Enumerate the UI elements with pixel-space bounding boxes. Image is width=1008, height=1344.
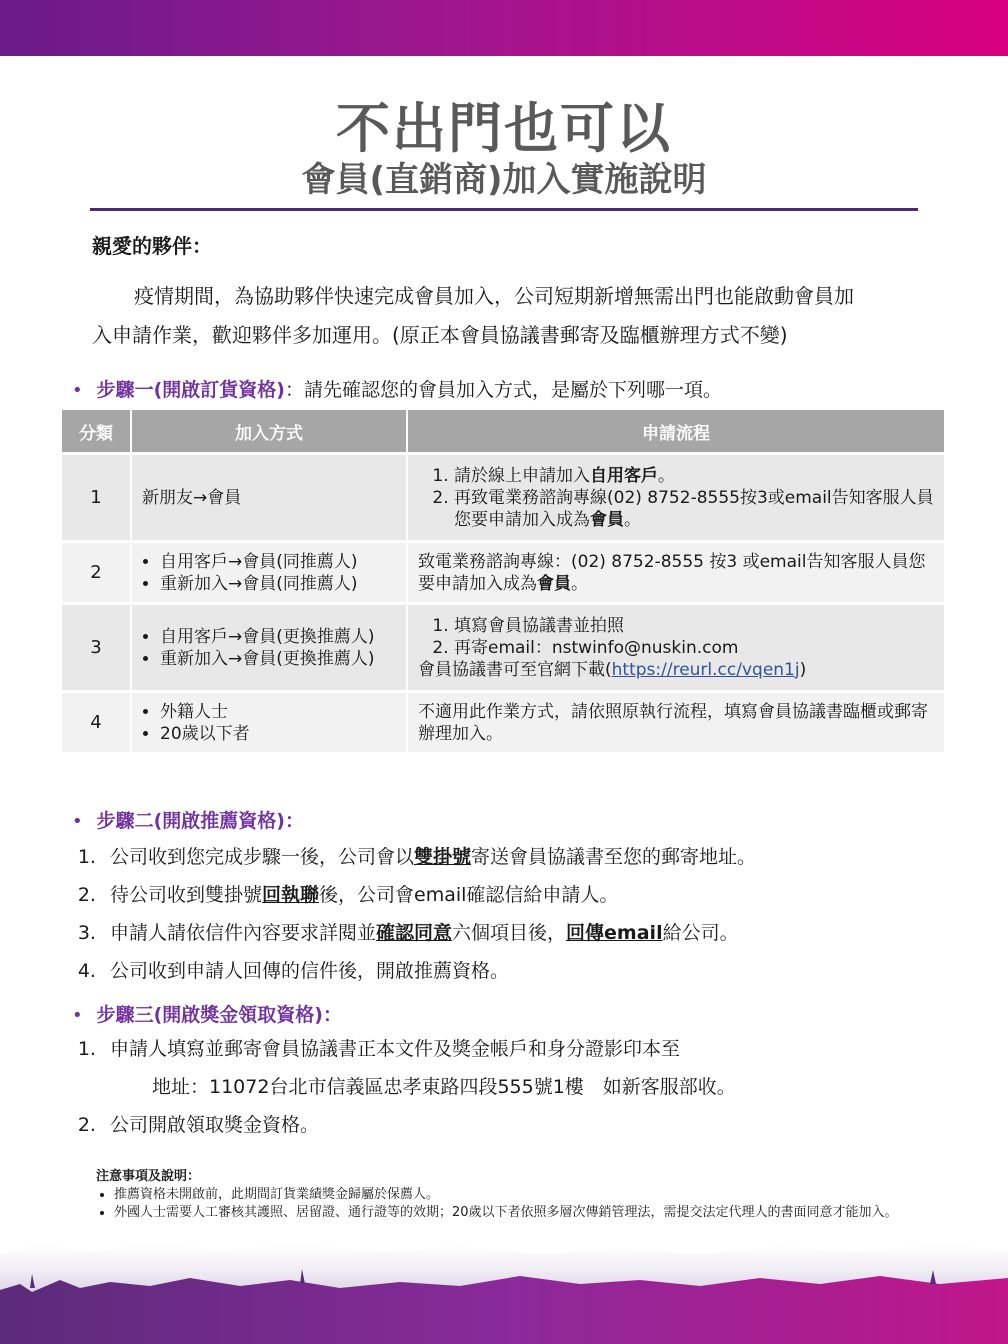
row-process xyxy=(408,602,946,690)
row-method xyxy=(132,690,408,752)
table-row xyxy=(62,690,946,752)
step1-label: 步驟一(開啟訂貨資格) xyxy=(96,379,285,401)
method-item: • 自用客戶→會員(同推薦人) xyxy=(160,551,396,573)
process-step: 2. 再寄email：nstwinfo@nuskin.com xyxy=(454,637,934,659)
step1-text: ：請先確認您的會員加入方式，是屬於下列哪一項。 xyxy=(285,379,723,401)
bullet-icon: • xyxy=(72,380,83,401)
process-step: 2. 再致電業務諮詢專線(02) 8752-8555按3或email告知客服人員您要申請加入成為會員。 xyxy=(454,487,934,531)
list-item: 1. 公司收到您完成步驟一後，公司會以雙掛號寄送會員協議書至您的郵寄地址。 xyxy=(102,838,940,876)
step2-heading xyxy=(72,806,304,833)
page-title: 不出門也可以 xyxy=(336,97,672,160)
step2-list xyxy=(60,838,940,990)
row-process: 不適用此作業方式，請依照原執行流程，填寫會員協議書臨櫃或郵寄辦理加入。 xyxy=(408,690,946,752)
col-category: 分類 xyxy=(62,410,132,452)
bullet-icon: • xyxy=(72,1005,83,1026)
row-process: 致電業務諮詢專線：(02) 8752-8555 按3 或email告知客服人員您要申請加入成為會員。 xyxy=(408,540,946,602)
page-subtitle: 會員(直銷商)加入實施說明 xyxy=(301,160,707,200)
notes-heading: 注意事項及說明： xyxy=(96,1169,201,1184)
table-row xyxy=(62,540,946,602)
method-item: • 重新加入→會員(同推薦人) xyxy=(160,573,396,595)
title-divider xyxy=(90,208,918,211)
intro-line-2: 入申請作業，歡迎夥伴多加運用。(原正本會員協議書郵寄及臨櫃辦理方式不變) xyxy=(92,323,788,347)
row-number: 1 xyxy=(62,452,132,540)
step1-heading xyxy=(72,375,722,402)
row-number: 2 xyxy=(62,540,132,602)
step3-list xyxy=(60,1030,940,1144)
process-step: 1. 請於線上申請加入自用客戶。 xyxy=(454,465,934,487)
row-number: 4 xyxy=(62,690,132,752)
method-item: • 重新加入→會員(更換推薦人) xyxy=(160,648,396,670)
top-banner xyxy=(0,0,1008,56)
row-method xyxy=(132,602,408,690)
row-method xyxy=(132,540,408,602)
method-item: • 外籍人士 xyxy=(160,701,396,723)
download-note: 會員協議書可至官網下載(https://reurl.cc/vqen1j) xyxy=(418,659,807,680)
step3-label: 步驟三(開啟獎金領取資格)： xyxy=(96,1004,342,1026)
list-item: 3. 申請人請依信件內容要求詳閱並確認同意六個項目後，回傳email給公司。 xyxy=(102,914,940,952)
list-item: 2. 公司開啟領取獎金資格。 xyxy=(102,1106,940,1144)
note-item: • 推薦資格未開啟前，此期間訂貨業績獎金歸屬於保薦人。 xyxy=(114,1186,946,1204)
intro-line-1: 疫情期間，為協助夥伴快速完成會員加入，公司短期新增無需出門也能啟動會員加 xyxy=(134,284,854,308)
address-line: 地址：11072台北市信義區忠孝東路四段555號1樓 如新客服部收。 xyxy=(152,1076,736,1098)
list-item: 1. 申請人填寫並郵寄會員協議書正本文件及獎金帳戶和身分證影印本至 xyxy=(102,1030,940,1068)
row-number: 3 xyxy=(62,602,132,690)
step2-label: 步驟二(開啟推薦資格)： xyxy=(96,810,304,832)
intro-paragraph xyxy=(92,277,922,355)
greeting: 親愛的夥伴： xyxy=(92,234,212,258)
row-method: 新朋友→會員 xyxy=(132,452,408,540)
bullet-icon: • xyxy=(72,811,83,832)
method-item: • 20歲以下者 xyxy=(160,723,396,745)
membership-table xyxy=(62,410,946,752)
process-step: 1. 填寫會員協議書並拍照 xyxy=(454,615,934,637)
step3-heading xyxy=(72,1000,342,1027)
row-process xyxy=(408,452,946,540)
col-process: 申請流程 xyxy=(408,410,946,452)
list-item: 2. 待公司收到雙掛號回執聯後，公司會email確認信給申請人。 xyxy=(102,876,940,914)
brush-decoration xyxy=(0,1214,1008,1344)
download-link[interactable]: https://reurl.cc/vqen1j xyxy=(611,659,800,680)
table-header-row xyxy=(62,410,946,452)
list-item: 4. 公司收到申請人回傳的信件後，開啟推薦資格。 xyxy=(102,952,940,990)
table-row xyxy=(62,602,946,690)
note-item: • 外國人士需要人工審核其護照、居留證、通行證等的效期；20歲以下者依照多層次傳銷管理法，需提交法定代理人的書面同意才能加入。 xyxy=(114,1204,946,1222)
table-row xyxy=(62,452,946,540)
col-method: 加入方式 xyxy=(132,410,408,452)
method-item: • 自用客戶→會員(更換推薦人) xyxy=(160,626,396,648)
